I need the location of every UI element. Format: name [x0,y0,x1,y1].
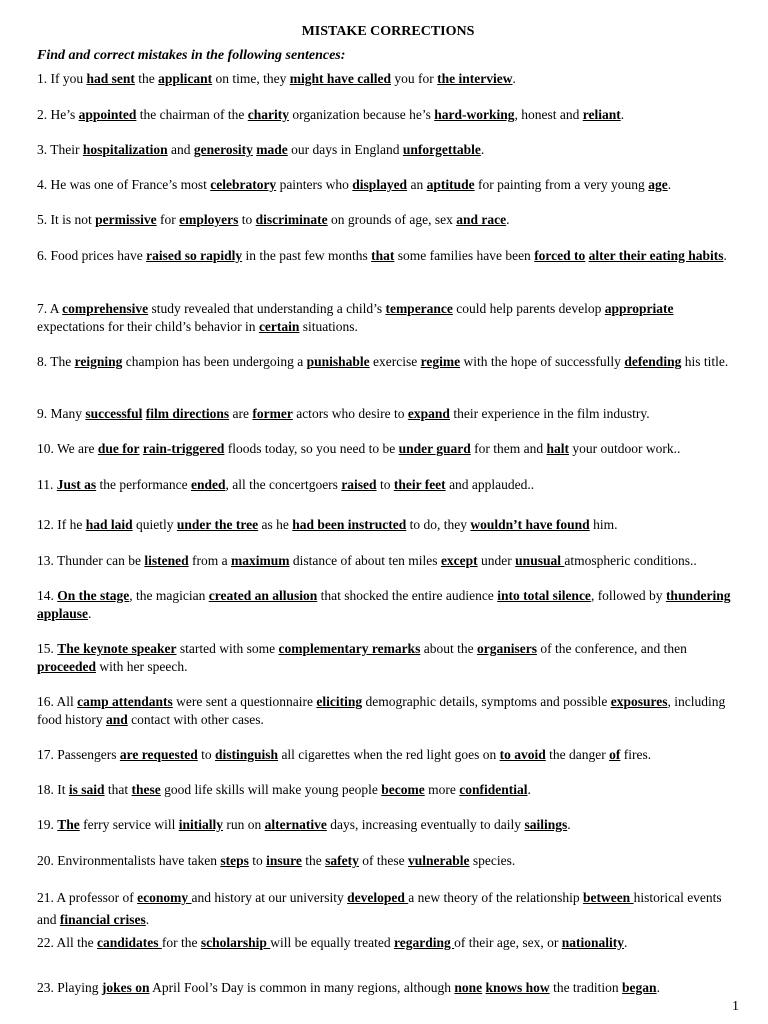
sentence-text: painters who [276,177,353,192]
underlined-segment: regime [420,354,461,369]
question-item [37,979,740,997]
sentence-text: ferry service will [79,817,179,832]
underlined-segment: under the tree [176,517,259,532]
sentence-text: 16. All [37,694,78,709]
underlined-segment: film directions [145,406,230,421]
question-item [37,516,740,534]
underlined-segment: The [57,817,80,832]
question-item [37,852,740,870]
underlined-segment: created an allusion [208,588,318,603]
underlined-segment: nationality [561,935,624,950]
sentence-text: about the [420,641,477,656]
sentence-text: as he [258,517,293,532]
sentence-text: for painting from a very young [474,177,649,192]
sentence-text: , including food history [37,694,726,727]
underlined-segment: steps [220,853,249,868]
instructions: Find and correct mistakes in the following sentences: [37,48,346,63]
sentence-text: , the magician [129,588,209,603]
sentence-text: could help parents develop [452,301,605,316]
sentence-text: to [248,853,267,868]
underlined-segment: forced to [534,248,586,263]
sentence-text: . [145,912,150,927]
underlined-segment: thundering applause [37,588,731,621]
underlined-segment: unforgettable [402,142,481,157]
sentence-text: started with some [176,641,279,656]
sentence-text: , followed by [590,588,666,603]
sentence-text: more [424,782,460,797]
underlined-segment: appropriate [604,301,674,316]
underlined-segment: and race [456,212,507,227]
sentence-text: his title. [681,354,729,369]
underlined-segment: these [131,782,161,797]
underlined-segment: none [454,980,483,995]
sentence-text: 20. Environmentalists have taken [37,853,221,868]
underlined-segment: might have called [289,71,392,86]
underlined-segment: become [381,782,425,797]
question-item [37,353,740,371]
sentence-text: distance of about ten miles [289,553,441,568]
sentence-text: , all the concertgoers [225,477,342,492]
sentence-text: . [506,212,510,227]
underlined-segment: jokes on [101,980,150,995]
sentence-text: . [723,248,727,263]
sentence-text: . [527,782,531,797]
sentence-text: 15. [37,641,58,656]
underlined-segment: exposures [610,694,668,709]
underlined-segment: reliant [582,107,621,122]
underlined-segment: between [582,890,634,905]
sentence-text: that shocked the entire audience [317,588,498,603]
underlined-segment: began [622,980,657,995]
underlined-segment: celebratory [210,177,277,192]
underlined-segment: raised so rapidly [146,248,243,263]
underlined-segment: except [440,553,478,568]
underlined-segment: halt [546,441,570,456]
underlined-segment: scholarship [200,935,271,950]
sentence-text: historical events and [37,890,722,927]
sentence-text: 23. Playing [37,980,102,995]
underlined-segment: is said [68,782,105,797]
sentence-text: to [197,747,216,762]
page-title: MISTAKE CORRECTIONS [301,24,475,39]
sentence-text: all cigarettes when the red light goes on [278,747,500,762]
underlined-segment: hard-working [434,107,515,122]
sentence-text: in the past few months [242,248,372,263]
underlined-segment: economy [137,890,192,905]
sentence-text: . [623,935,628,950]
underlined-segment: On the stage [57,588,130,603]
underlined-segment: reigning [74,354,123,369]
sentence-text: 8. The [37,354,75,369]
underlined-segment: camp attendants [77,694,173,709]
underlined-segment: displayed [352,177,408,192]
underlined-segment: are requested [119,747,198,762]
underlined-segment: had laid [85,517,133,532]
question-item [37,106,740,124]
sentence-text: of their age, sex, or [454,935,562,950]
sentence-text: situations. [299,318,358,334]
underlined-segment: developed [347,890,409,905]
underlined-segment: unusual [515,553,565,568]
sentence-text: . [88,605,92,621]
sentence-text: the chairman of the [136,107,248,122]
sentence-text: April Fool’s Day is common in many regions, although [149,980,455,995]
sentence-text: of these [358,853,408,868]
underlined-segment: expand [407,406,450,421]
underlined-segment: punishable [306,354,370,369]
sentence-text: to do, they [406,517,471,532]
sentence-text: and [167,142,194,157]
sentence-text: and history at our university [191,890,348,905]
sentence-text: fires. [620,747,652,762]
question-item [37,887,740,931]
sentence-text: our days in England [287,142,403,157]
underlined-segment: comprehensive [62,301,149,316]
underlined-segment: their feet [393,477,446,492]
underlined-segment: had been instructed [292,517,407,532]
sentence-text: 5. It is not [37,212,96,227]
underlined-segment: alternative [264,817,327,832]
sentence-text: , honest and [514,107,583,122]
sentence-text: actors who desire to [292,406,408,421]
underlined-segment: vulnerable [408,853,470,868]
underlined-segment: made [256,142,288,157]
question-item [37,552,740,570]
question-item [37,211,740,229]
underlined-segment: complementary remarks [278,641,421,656]
sentence-text: quietly [132,517,177,532]
underlined-segment: temperance [385,301,453,316]
underlined-segment: rain-triggered [142,441,225,456]
sentence-text: him. [589,517,618,532]
sentence-text: demographic details, symptoms and possible [362,694,611,709]
underlined-segment: employers [179,212,239,227]
underlined-segment: eliciting [316,694,363,709]
question-item [37,781,740,799]
question-item [37,405,740,423]
sentence-text: the performance [96,477,191,492]
underlined-segment: charity [247,107,289,122]
sentence-text: your outdoor work.. [569,441,681,456]
sentence-text: of the conference, and then [536,641,687,656]
sentence-text: atmospheric conditions.. [564,553,697,568]
sentence-text: run on [223,817,265,832]
underlined-segment: appointed [78,107,137,122]
underlined-segment: regarding [393,935,455,950]
sentence-text: 12. If he [37,517,86,532]
underlined-segment: candidates [97,935,162,950]
sentence-text: to [238,212,256,227]
underlined-segment: applicant [158,71,213,86]
underlined-segment: The keynote speaker [57,641,177,656]
underlined-segment: of [609,747,621,762]
underlined-segment: hospitalization [82,142,168,157]
sentence-text: are [229,406,253,421]
sentence-text: days, increasing eventually to daily [326,817,525,832]
sentence-text: floods today, so you need to be [224,441,399,456]
question-item [37,70,740,88]
sentence-text: study revealed that understanding a child’s [148,301,386,316]
sentence-text: 3. Their [37,142,83,157]
sentence-text: the danger [545,747,610,762]
sentence-text: 11. [37,477,57,492]
sentence-text: good life skills will make young people [160,782,382,797]
sentence-text: . [620,107,625,122]
underlined-segment: distinguish [215,747,279,762]
underlined-segment: due for [97,441,140,456]
sentence-text: expectations for their child’s behavior in [37,318,259,334]
sentence-text: to [376,477,394,492]
sentence-text: 1. If you [37,71,87,86]
question-item [37,247,740,265]
sentence-text: on time, they [212,71,290,86]
underlined-segment: financial crises [59,912,146,927]
sentence-text: the [134,71,159,86]
question-item [37,476,740,494]
sentence-text: 18. It [37,782,69,797]
sentence-text: 9. Many [37,406,86,421]
sentence-text: and applauded.. [445,477,535,492]
sentence-text: the tradition [549,980,623,995]
sentence-text: champion has been undergoing a [122,354,307,369]
underlined-segment: had sent [86,71,135,86]
sentence-text: . [667,177,672,192]
underlined-segment: into total silence [497,588,591,603]
sentence-text: species. [469,853,516,868]
question-item [37,300,740,335]
underlined-segment: knows how [485,980,550,995]
sentence-text: a new theory of the relationship [408,890,583,905]
underlined-segment: successful [85,406,143,421]
question-item [37,816,740,834]
sentence-text: will be equally treated [270,935,394,950]
sentence-text: from a [188,553,231,568]
question-item [37,440,740,458]
question-item [37,587,740,622]
underlined-segment: and [106,711,128,727]
sentence-text: the [301,853,326,868]
sentence-text: 4. He was one of France’s most [37,177,211,192]
underlined-segment: under guard [398,441,471,456]
sentence-text: 6. Food prices have [37,248,147,263]
question-item [37,176,740,194]
underlined-segment: alter their eating habits [588,248,724,263]
underlined-segment: age [648,177,668,192]
underlined-segment: organisers [476,641,537,656]
underlined-segment: the interview [437,71,513,86]
sentence-text: you for [391,71,438,86]
sentence-text: for the [161,935,201,950]
underlined-segment: maximum [230,553,290,568]
question-item [37,640,740,675]
sentence-text: on grounds of age, sex [327,212,457,227]
sentence-text: with her speech. [96,658,188,674]
sentence-text: were sent a questionnaire [172,694,317,709]
underlined-segment: insure [266,853,302,868]
underlined-segment: confidential [459,782,528,797]
underlined-segment: listened [144,553,189,568]
sentence-text: an [407,177,427,192]
underlined-segment: permissive [95,212,157,227]
question-item [37,693,740,728]
underlined-segment: aptitude [426,177,475,192]
sentence-text: 22. All the [37,935,97,950]
page-number: 1 [732,999,739,1014]
underlined-segment: former [252,406,293,421]
sentence-text: 7. A [37,301,63,316]
sentence-text: . [567,817,571,832]
underlined-segment: ended [190,477,226,492]
question-item [37,141,740,159]
sentence-text: with the hope of successfully [460,354,625,369]
underlined-segment: certain [258,318,300,334]
sentence-text: 17. Passengers [37,747,120,762]
sentence-text: for them and [470,441,547,456]
sentence-text: under [477,553,516,568]
sentence-text: 2. He’s [37,107,79,122]
underlined-segment: safety [325,853,359,868]
underlined-segment: raised [341,477,377,492]
sentence-text: that [104,782,132,797]
underlined-segment: to avoid [499,747,546,762]
sentence-text: . [656,980,660,995]
sentence-text: 10. We are [37,441,98,456]
sentence-text: 13. Thunder can be [37,553,145,568]
underlined-segment: that [371,248,395,263]
question-item [37,746,740,764]
underlined-segment: Just as [56,477,97,492]
underlined-segment: sailings [524,817,568,832]
sentence-text: 19. [37,817,58,832]
sentence-text: exercise [369,354,421,369]
sentence-text: organization because he’s [289,107,435,122]
sentence-text: contact with other cases. [127,711,264,727]
underlined-segment: discriminate [255,212,328,227]
underlined-segment: generosity [193,142,253,157]
question-item [37,934,740,952]
sentence-text: . [512,71,516,86]
underlined-segment: proceeded [37,658,96,674]
sentence-text: some families have been [394,248,535,263]
sentence-text: 21. A professor of [37,890,138,905]
underlined-segment: initially [178,817,223,832]
underlined-segment: wouldn’t have found [470,517,590,532]
underlined-segment: defending [624,354,682,369]
sentence-text: their experience in the film industry. [449,406,650,421]
sentence-text: for [156,212,180,227]
sentence-text: . [480,142,485,157]
sentence-text: 14. [37,588,58,603]
